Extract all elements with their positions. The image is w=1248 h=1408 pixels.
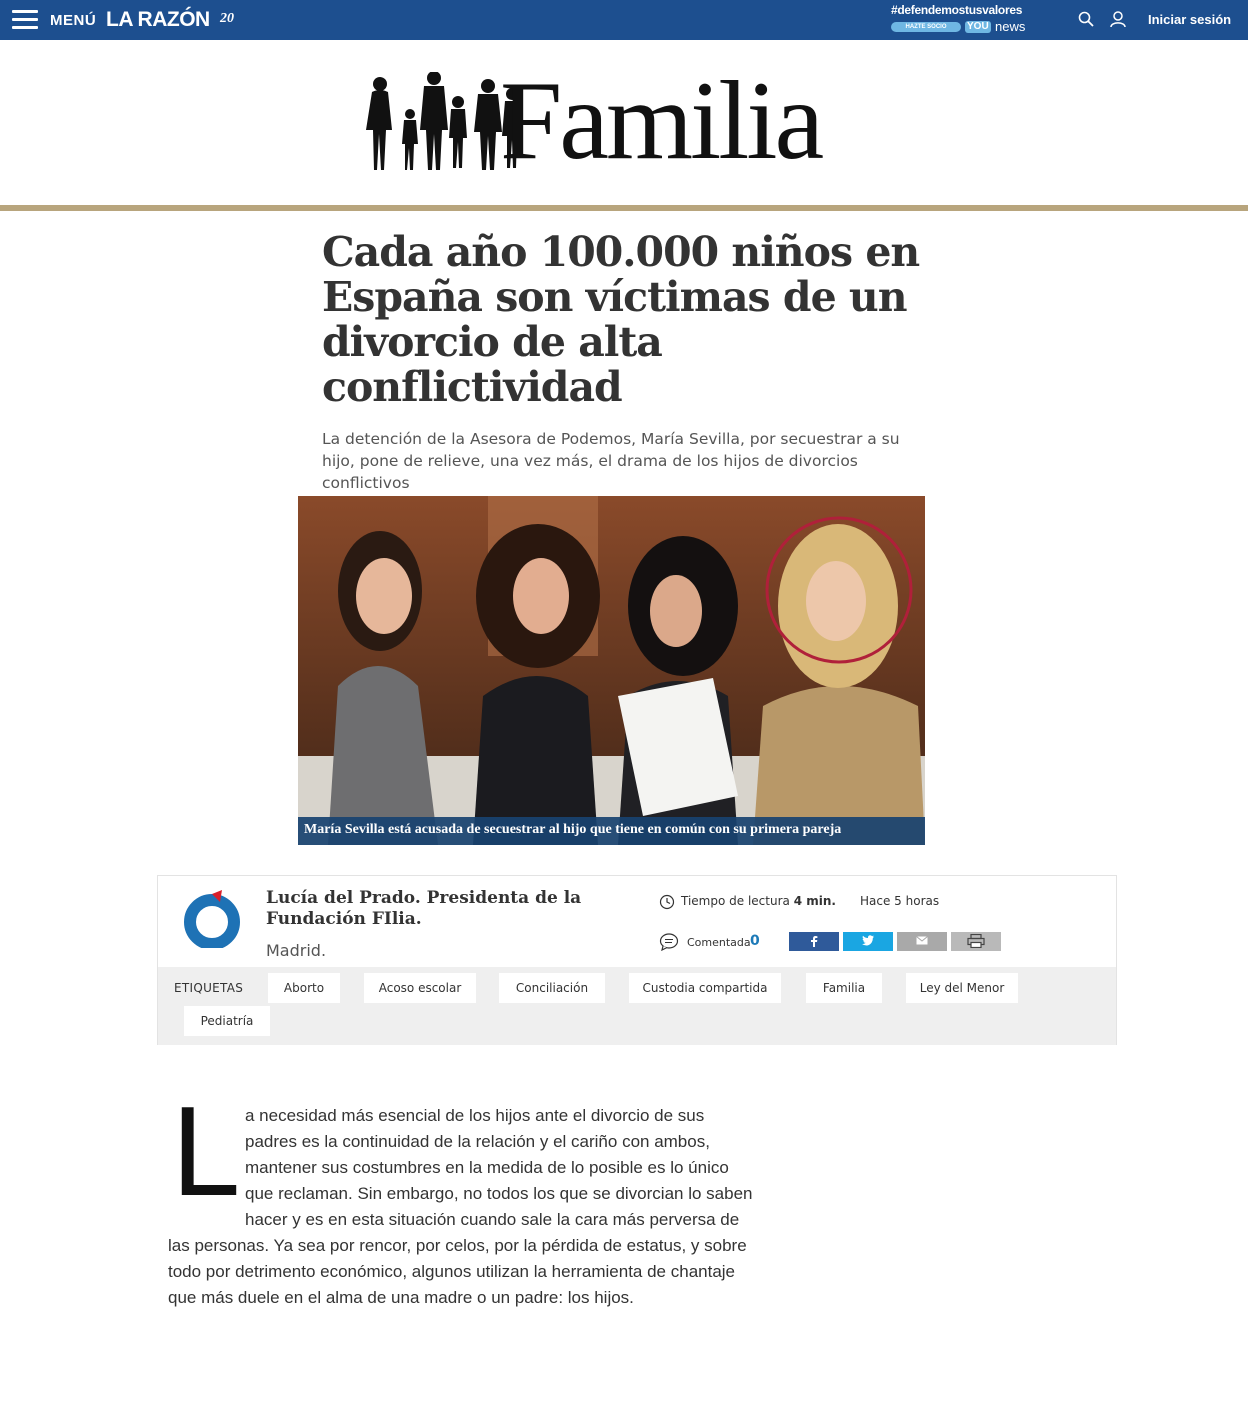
body-line: hacer y es en esta situación cuando sale la cara más perversa de [245, 1210, 740, 1229]
tag-custodia-compartida[interactable]: Custodia compartida [629, 973, 781, 1003]
comment-icon[interactable] [659, 933, 679, 951]
tag-pediatria[interactable]: Pediatría [184, 1006, 270, 1036]
comments-label[interactable]: Comentada [687, 936, 751, 949]
twitter-icon [862, 935, 874, 946]
article-headline: Cada año 100.000 niños en España son víctimas de un divorcio de alta conflictividad [322, 228, 920, 411]
body-line: todo por detrimento económico, algunos utilizan la herramienta de chantaje [168, 1262, 736, 1281]
site-logo[interactable]: LA RAZÓN [106, 8, 210, 31]
clock-icon [659, 894, 675, 910]
search-icon[interactable] [1078, 11, 1094, 27]
print-icon [967, 934, 985, 948]
family-silhouette-icon [362, 72, 522, 174]
share-mail-button[interactable] [897, 932, 947, 951]
campaign-hashtag: #defendemostusvalores [891, 3, 1023, 17]
section-title[interactable]: Familia [500, 59, 822, 183]
news-label: news [995, 19, 1026, 34]
photo-caption: María Sevilla está acusada de secuestrar al hijo que tiene en común con su primera pareja [304, 822, 842, 837]
facebook-icon [809, 935, 819, 947]
body-line: padres es la continuidad de la relación y el cariño con ambos, [245, 1132, 710, 1151]
drop-cap: L [170, 1085, 237, 1224]
published-time: Hace 5 horas [860, 894, 940, 908]
hazte-socio-badge: HAZTE SOCIO [891, 22, 961, 32]
body-line: a necesidad más esencial de los hijos ante el divorcio de sus [245, 1106, 705, 1125]
article-subheadline: La detención de la Asesora de Podemos, María Sevilla, por secuestrar a su hijo, pone de relieve, una vez más, el drama de los hijos de divorcios conflictivos [322, 430, 900, 492]
menu-label[interactable]: MENÚ [50, 12, 97, 29]
reading-time-value: 4 min. [793, 894, 836, 908]
author-city: Madrid. [266, 941, 327, 960]
tags-area [158, 967, 1116, 1045]
author-name[interactable]: Lucía del Prado. Presidenta de la Fundación FIlia. [266, 888, 582, 929]
user-icon[interactable] [1109, 10, 1127, 28]
share-twitter-button[interactable] [843, 932, 893, 951]
tags-label: ETIQUETAS [174, 981, 244, 995]
section-header [0, 40, 1248, 206]
anniversary-badge: 20 [220, 11, 234, 26]
tag-conciliacion[interactable]: Conciliación [499, 973, 605, 1003]
author-avatar-logo [184, 890, 242, 948]
share-facebook-button[interactable] [789, 932, 839, 951]
reading-time [681, 894, 836, 908]
mail-icon [916, 936, 928, 945]
caption-bar [298, 817, 925, 845]
tag-aborto[interactable]: Aborto [268, 973, 340, 1003]
login-link[interactable]: Iniciar sesión [1148, 12, 1232, 27]
section-divider [0, 205, 1248, 211]
top-navigation-bar [0, 0, 1248, 40]
photo-illustration [298, 496, 925, 845]
body-line: las personas. Ya sea por rencor, por celos, por la pérdida de estatus, y sobre [168, 1236, 747, 1255]
print-button[interactable] [951, 932, 1001, 951]
menu-icon[interactable] [12, 9, 38, 31]
tag-acoso-escolar[interactable]: Acoso escolar [364, 973, 476, 1003]
article-photo[interactable] [298, 496, 925, 845]
comments-count[interactable]: 0 [750, 933, 760, 949]
tag-ley-del-menor[interactable]: Ley del Menor [906, 973, 1018, 1003]
body-line: que más duele en el alma de una madre o un padre: los hijos. [168, 1288, 634, 1307]
campaign-banner[interactable] [891, 3, 1031, 34]
tag-familia[interactable]: Familia [806, 973, 882, 1003]
author-box [157, 875, 1117, 1045]
you-badge: YOU [967, 21, 989, 32]
body-line: mantener sus costumbres en la medida de lo posible es lo único [245, 1158, 729, 1177]
reading-time-label: Tiempo de lectura [681, 894, 790, 908]
body-line: que reclaman. Sin embargo, no todos los que se divorcian lo saben [245, 1184, 753, 1203]
